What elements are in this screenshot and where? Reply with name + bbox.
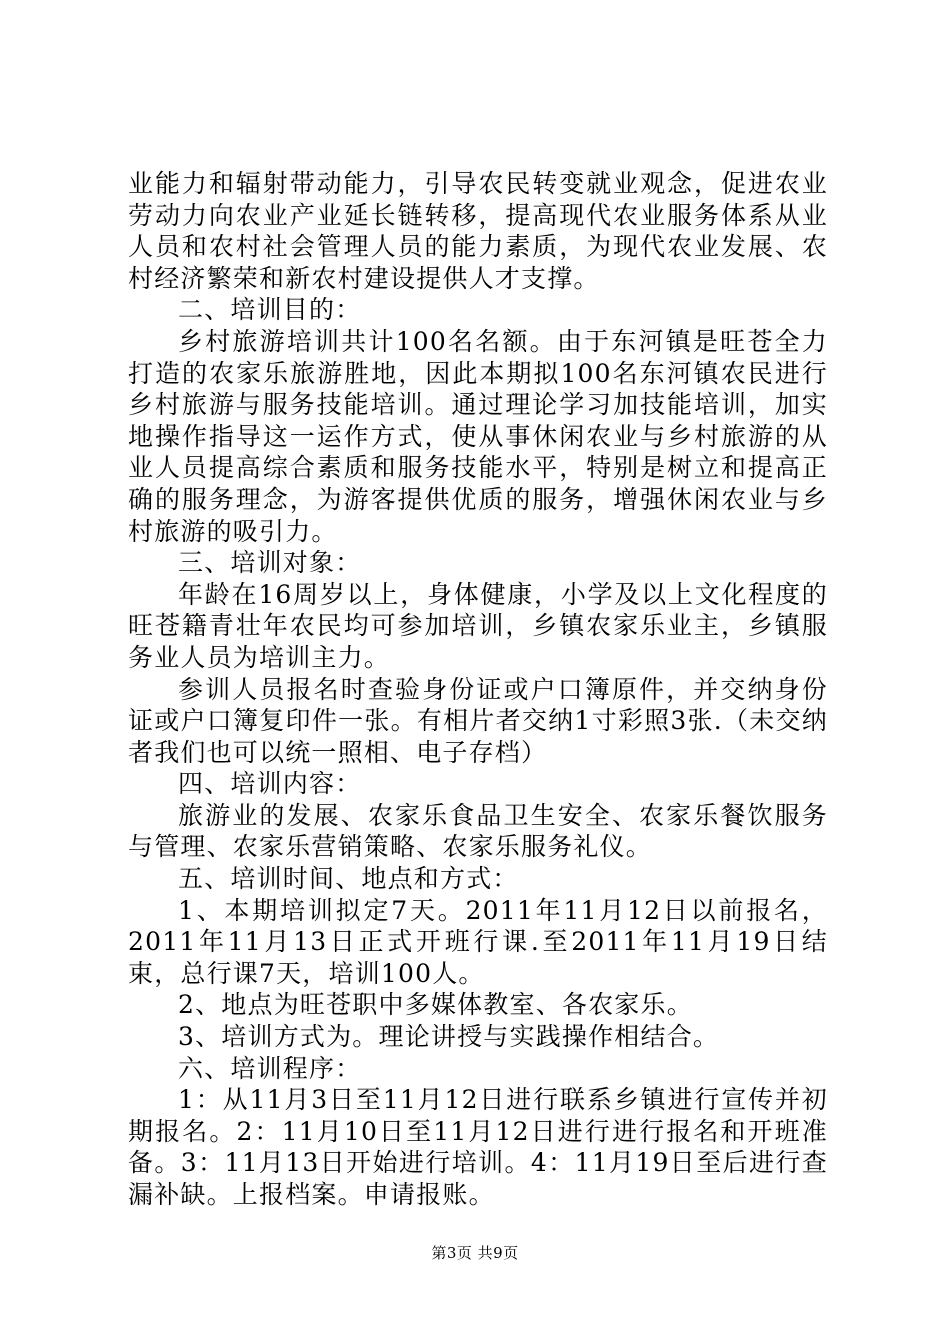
paragraph: 业能力和辐射带动能力，引导农民转变就业观念，促进农业劳动力向农业产业延长链转移，提高现代农业服务体系从业人员和农村社会管理人员的能力素质，为现代农业发展、农村经济繁荣和新农村建设提供人才支撑。: [128, 169, 828, 293]
paragraph: 2、地点为旺苍职中多媒体教室、各农家乐。: [178, 990, 693, 1020]
paragraph: 1：从11月3日至11月12日进行联系乡镇进行宣传并初期报名。2：11月10日至11月12日进行进行报名和开班准备。3：11月13日开始进行培训。4：11月19日至后进行查漏补缺。上报档案。申请报账。: [128, 1085, 828, 1209]
document-body: [128, 168, 828, 1211]
paragraph: 旅游业的发展、农家乐食品卫生安全、农家乐餐饮服务与管理、农家乐营销策略、农家乐服务礼仪。: [128, 800, 828, 862]
section-heading-audience: 三、培训对象：: [178, 548, 362, 578]
section-heading-content: 四、培训内容：: [178, 769, 362, 799]
paragraph: 年龄在16周岁以上，身体健康，小学及以上文化程度的旺苍籍青壮年农民均可参加培训，乡镇农家乐业主，乡镇服务业人员为培训主力。: [128, 579, 828, 672]
section-heading-schedule: 五、培训时间、地点和方式：: [178, 864, 519, 894]
section-heading-procedure: 六、培训程序：: [178, 1053, 362, 1083]
paragraph: 乡村旅游培训共计100名名额。由于东河镇是旺苍全力打造的农家乐旅游胜地，因此本期拟100名东河镇农民进行乡村旅游与服务技能培训。通过理论学习加技能培训，加实地操作指导这一运作方式，使从事休闲农业与乡村旅游的从业人员提高综合素质和服务技能水平，特别是树立和提高正确的服务理念，为游客提供优质的服务，增强休闲农业与乡村旅游的吸引力。: [128, 326, 828, 546]
paragraph: 参训人员报名时查验身份证或户口簿原件，并交纳身份证或户口簿复印件一张。有相片者交纳1寸彩照3张.（未交纳者我们也可以统一照相、电子存档）: [128, 674, 828, 767]
page-number-footer: 第3页 共9页: [431, 1244, 519, 1262]
paragraph: 1、本期培训拟定7天。2011年11月12日以前报名，2011年11月13日正式开班行课.至2011年11月19日结束，总行课7天，培训100人。: [128, 895, 828, 988]
section-heading-purpose: 二、培训目的：: [178, 295, 362, 325]
paragraph: 3、培训方式为。理论讲授与实践操作相结合。: [178, 1022, 720, 1052]
